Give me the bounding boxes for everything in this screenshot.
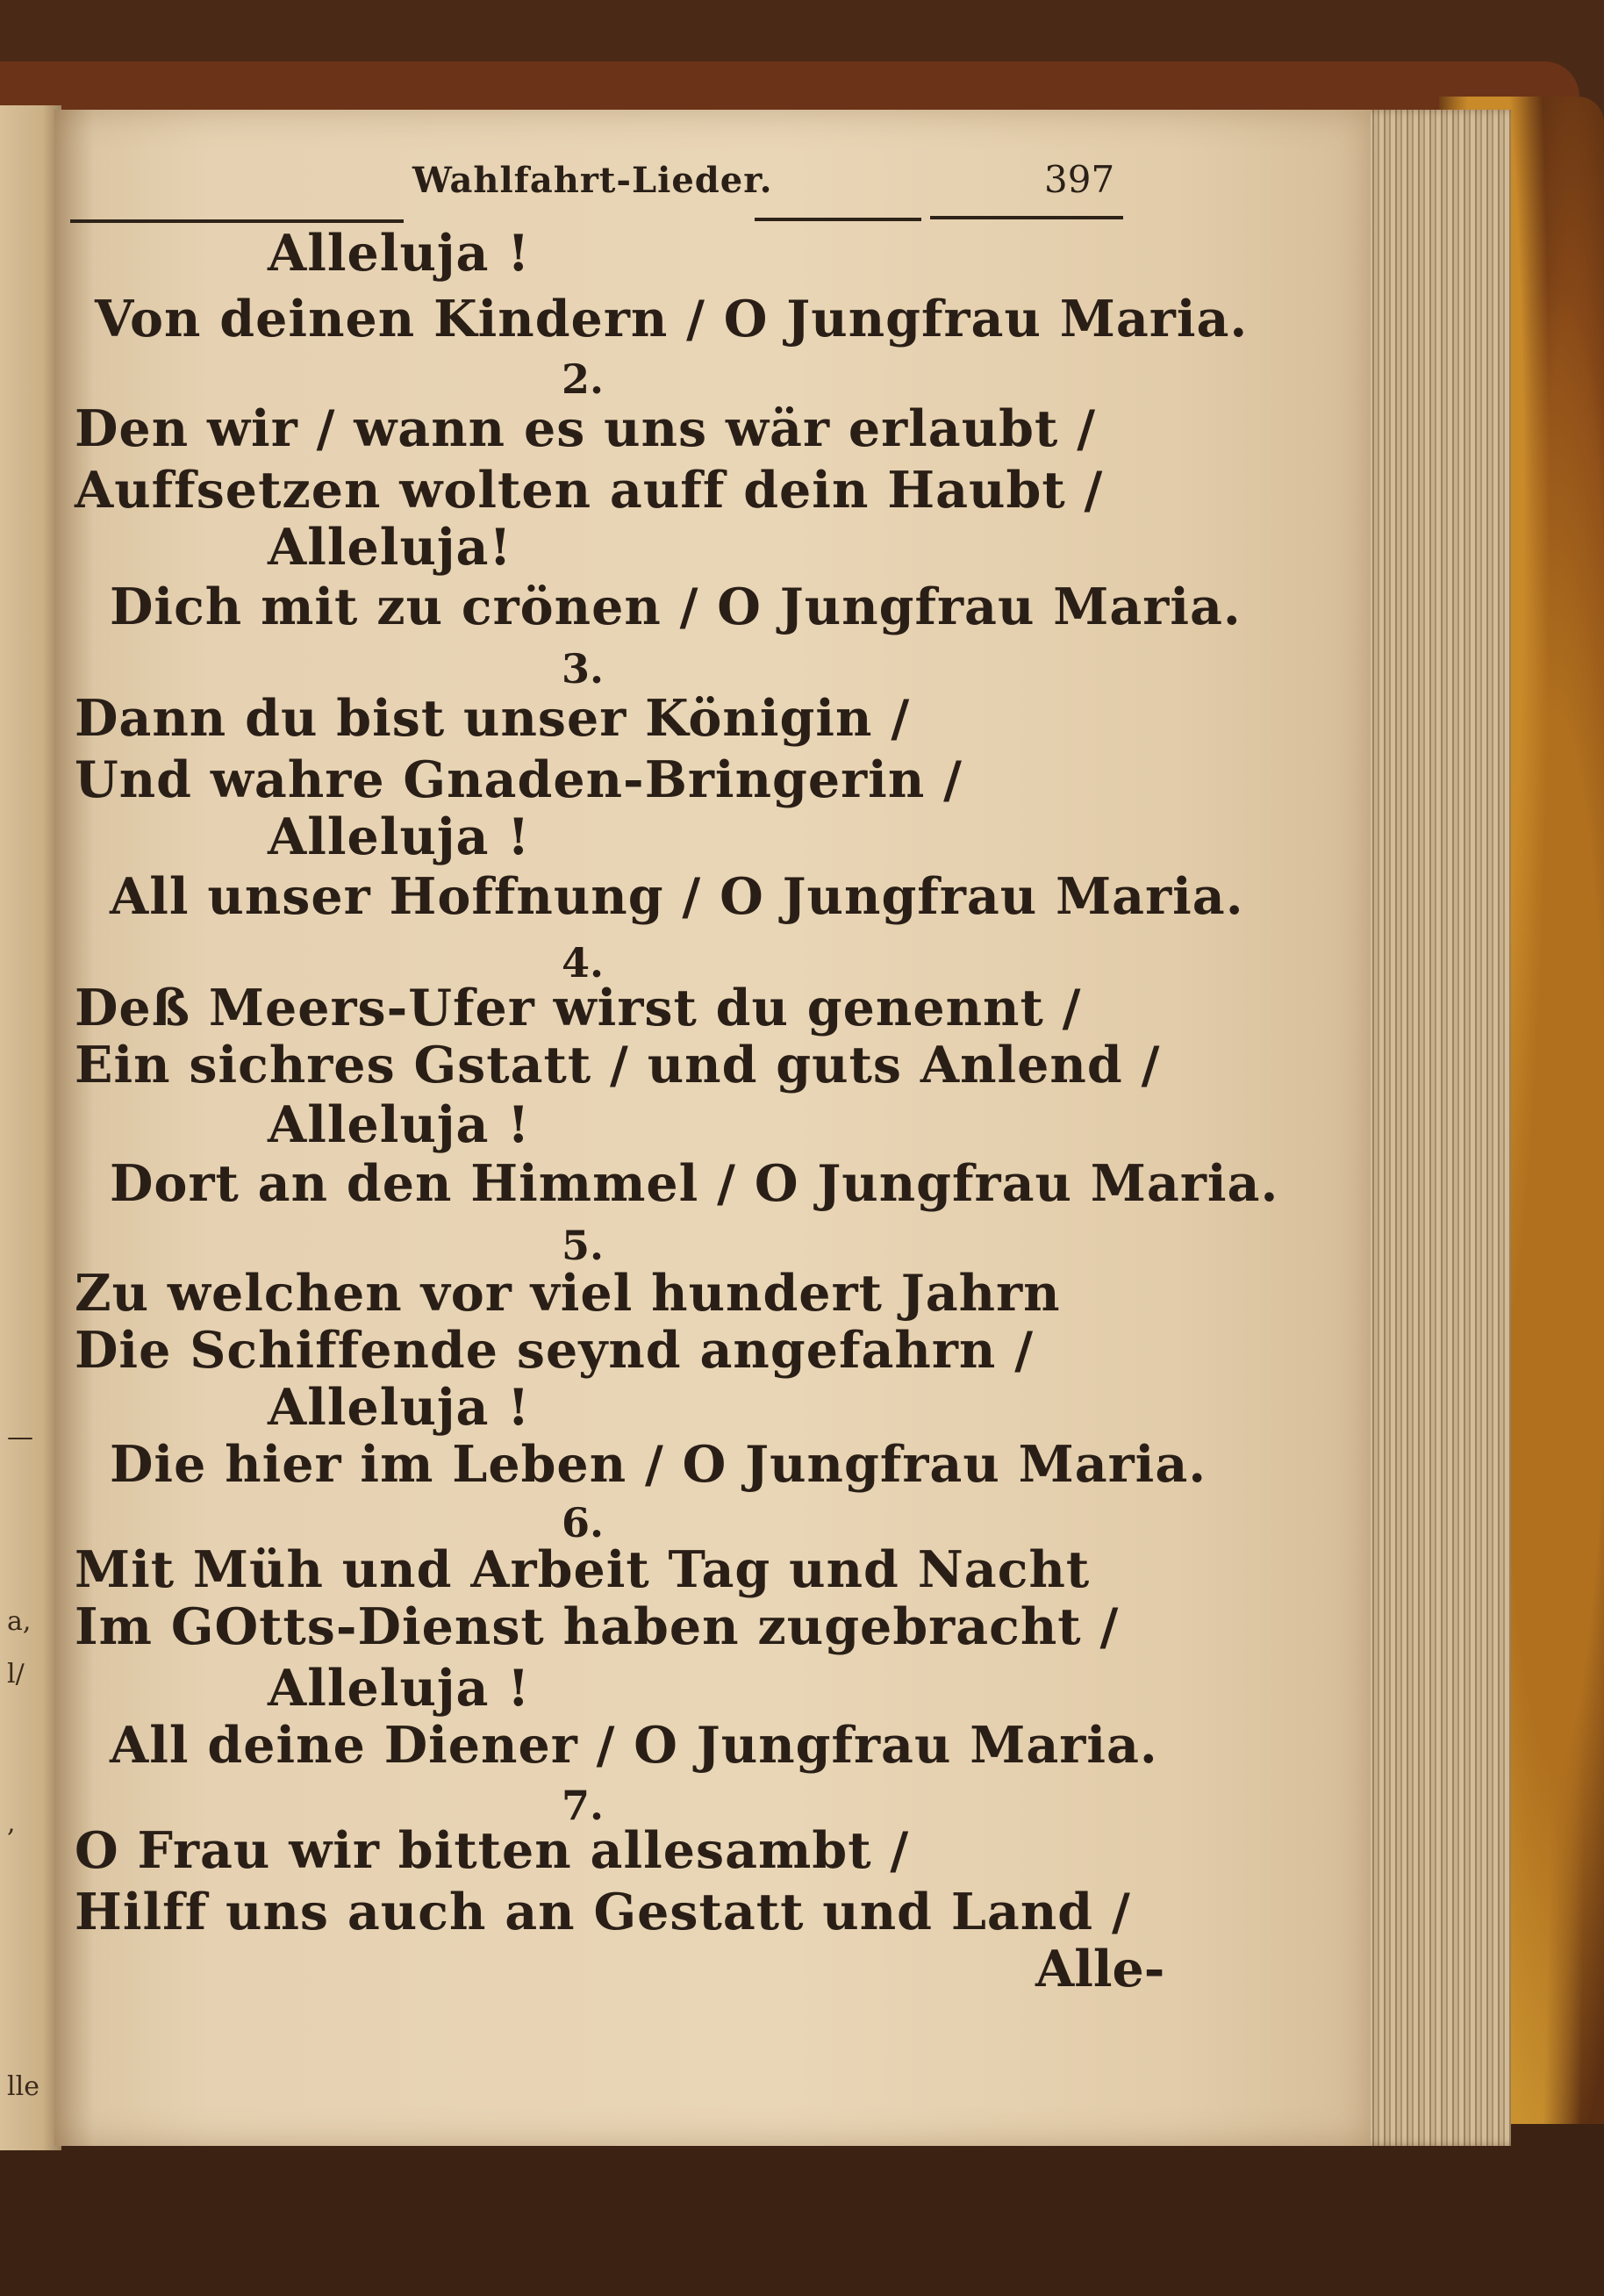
verse-number: 3. [562,645,605,692]
verse-number: 4. [562,939,605,987]
facing-page-mark: — [7,1422,33,1453]
verse-line: Zu welchen vor viel hundert Jahrn [75,1264,1061,1323]
facing-page-mark: l/ [7,1659,25,1690]
facing-page-mark: , [7,1808,16,1839]
facing-page-edge [0,105,61,2150]
verse-line: Im GOtts-Dienst haben zugebracht / [75,1597,1120,1656]
verse-line: Hilff uns auch an Gestatt und Land / [75,1883,1131,1941]
verse-line: Ein sichres Gstatt / und guts Anlend / [75,1036,1161,1094]
verse-line: Den wir / wann es uns wär erlaubt / [75,399,1097,458]
verse-line: Die hier im Leben / O Jungfrau Maria. [110,1435,1207,1494]
header-rule-mid [755,218,921,221]
verse-line: Deß Meers-Ufer wirst du genennt / [75,979,1082,1037]
verse-line: Alleluja! [268,518,512,577]
facing-page-mark: lle [7,2071,39,2102]
verse-line: Dann du bist unser Königin / [75,689,911,748]
verse-line: Alleluja ! [268,1659,531,1718]
running-title: Wahlfahrt-Lieder. [412,160,773,201]
verse-number: 6. [562,1499,605,1546]
verse-line: Auffsetzen wolten auff dein Haubt / [75,461,1104,520]
verse-line: O Frau wir bitten allesambt / [75,1821,910,1880]
verse-line: All deine Diener / O Jungfrau Maria. [110,1716,1158,1775]
verse-line: Und wahre Gnaden-Bringerin / [75,750,963,809]
catchword: Alle- [1035,1940,1165,1998]
verse-line: Alleluja ! [268,807,531,866]
verse-number: 2. [562,355,605,403]
verse-line: Mit Müh und Arbeit Tag und Nacht [75,1540,1091,1599]
verse-line: Alleluja ! [268,1378,531,1437]
facing-page-mark: a, [7,1606,32,1637]
page-number: 397 [1044,158,1115,201]
verse-line: Die Schiffende seynd angefahrn / [75,1321,1035,1380]
verse-line: Alleluja ! [268,1095,531,1154]
verse-line: Von deinen Kindern / O Jungfrau Maria. [95,290,1249,348]
verse-line: Dort an den Himmel / O Jungfrau Maria. [110,1154,1279,1213]
header-rule-left [70,219,404,223]
verse-line: Alleluja ! [268,224,531,283]
verse-line: All unser Hoffnung / O Jungfrau Maria. [110,867,1244,926]
verse-line: Dich mit zu crönen / O Jungfrau Maria. [110,578,1242,636]
book-cover-bottom [0,2124,1604,2296]
verse-number: 5. [562,1222,605,1269]
verse-number: 7. [562,1782,605,1829]
header-rule-right [930,216,1123,219]
